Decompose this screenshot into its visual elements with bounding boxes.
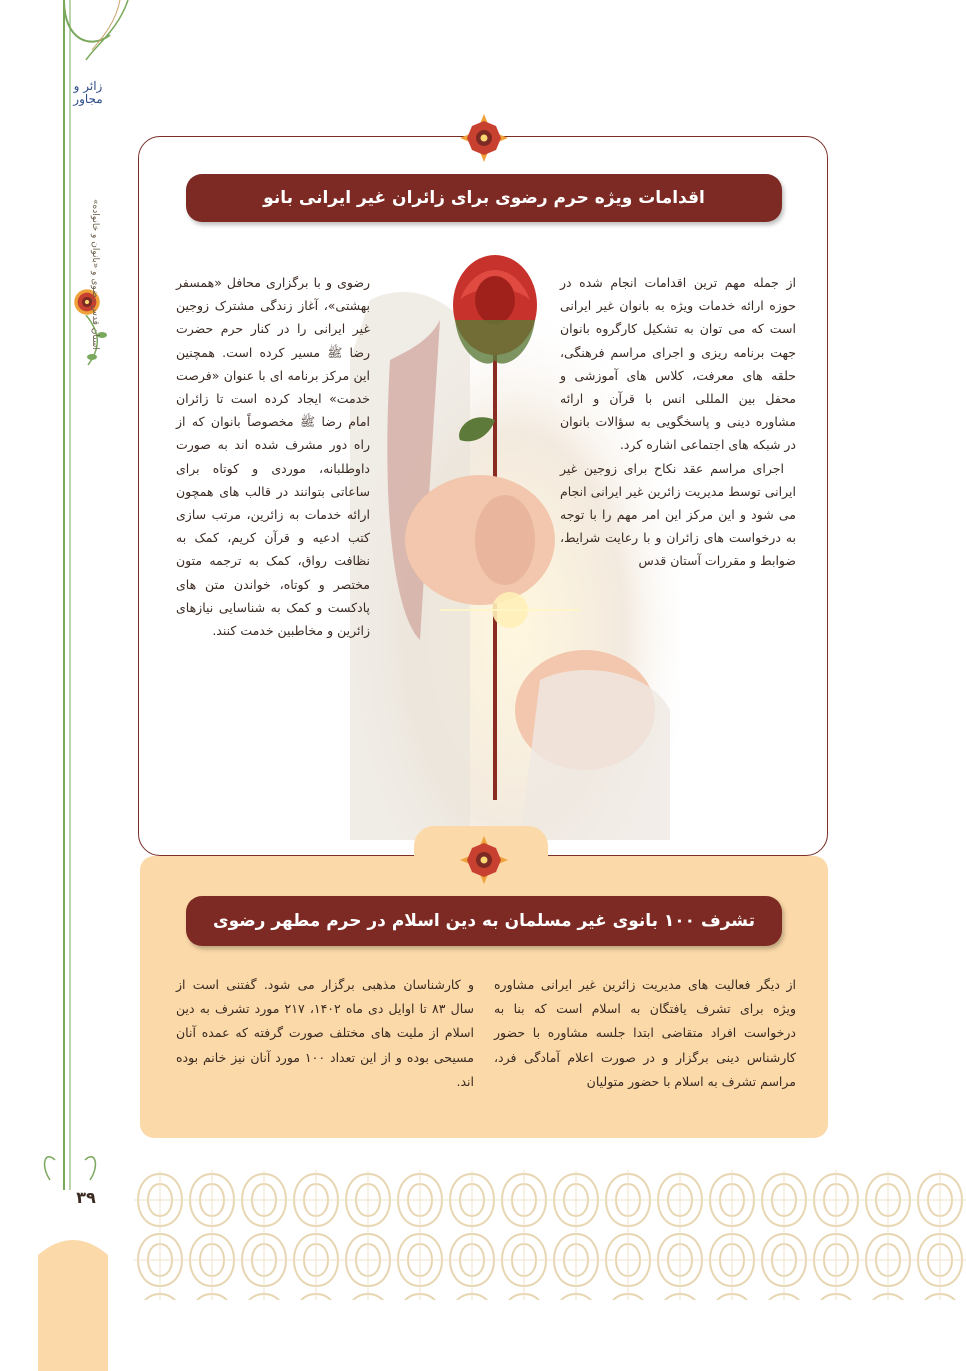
section1-paragraph: از جمله مهم ترین اقدامات انجام شده در حوزه ارائه خدمات ویژه به بانوان غیر ایرانی است که می توان به تشکیل کارگروه بانوان جهت برنامه ریزی و اجرای مراسم فرهنگی، حلقه های معرفت، کلاس های آموزشی و محفل بین المللی انس با قرآن و ارائه مشاوره دینی و پاسخگویی به سؤالات بانوان در شبکه های اجتماعی اشاره کرد. xyxy=(560,275,796,453)
decorative-side-border xyxy=(0,0,140,1371)
section2-paragraph: از دیگر فعالیت های مدیریت زائرین غیر ایرانی مشاوره ویژه برای تشرف یافتگان به اسلام است که بنا به درخواست افراد متقاضی ابتدا جلسه مشاوره با حضور کارشناس دینی برگزار و در صورت اعلام آمادگی فرد، مراسم تشرف به اسلام با حضور متولیان xyxy=(494,977,796,1089)
section1-left-column xyxy=(176,271,370,642)
section1-flower-icon xyxy=(458,112,510,164)
section1-right-column xyxy=(560,271,796,573)
section1-paragraph: رضوی و با برگزاری محافل «همسفر بهشتی»، آغاز زندگی مشترک زوجین غیر ایرانی را در کنار حرم حضرت رضا ﷺ مسیر کرده است. همچنین این مرکز برنامه ای با عنوان «فرصت خدمت» ایجاد کرده است تا زائران امام رضا ﷺ مخصوصاً بانوان که از راه دور مشرف شده اند به صورت داوطلبانه، موردی و کوتاه برای ساعاتی بتوانند در قالب های همچون ارائه خدمات به زائرین، مرتب سازی کتب ادعیه و قرآن کریم، کمک به نظافت رواق، کمک به ترجمه متون مختصر و کوتاه، خواندن متن های پادکست و کمک به شناسایی نیازهای زائرین و مخاطبین خدمت کنند. xyxy=(176,275,370,639)
section2-right-column xyxy=(494,973,796,1094)
section2-paragraph: و کارشناسان مذهبی برگزار می شود. گفتنی است از سال ۸۳ تا اوایل دی ماه ۱۴۰۲، ۲۱۷ مورد تشرف به دین اسلام از ملیت های مختلف صورت گرفته که عمده آنان مسیحی بوده و از این تعداد ۱۰۰ مورد آنان نیز خانم بوده اند. xyxy=(176,977,474,1089)
section1-paragraph: اجرای مراسم عقد نکاح برای زوجین غیر ایرانی توسط مدیریت زائرین غیر ایرانی انجام می شود و این مرکز این امر مهم را با توجه به درخواست های زائران و با رعایت شرایط، ضوابط و مقررات آستان قدس xyxy=(560,460,796,569)
section1-title: اقدامات ویژه حرم رضوی برای زائران غیر ایرانی بانو xyxy=(186,174,782,222)
side-caption: آستان قدس رضوی و «بانوان و خانواده» xyxy=(90,199,100,350)
section2-title: تشرف ۱۰۰ بانوی غیر مسلمان به دین اسلام در حرم مطهر رضوی xyxy=(186,896,782,946)
logo-seal xyxy=(60,65,116,121)
section2-flower-icon xyxy=(458,834,510,886)
decorative-knot-band xyxy=(134,1170,966,1300)
page-number: ۳۹ xyxy=(76,1188,96,1207)
section2-left-column xyxy=(176,973,474,1094)
logo-text: زائر و مجاور xyxy=(73,78,103,106)
